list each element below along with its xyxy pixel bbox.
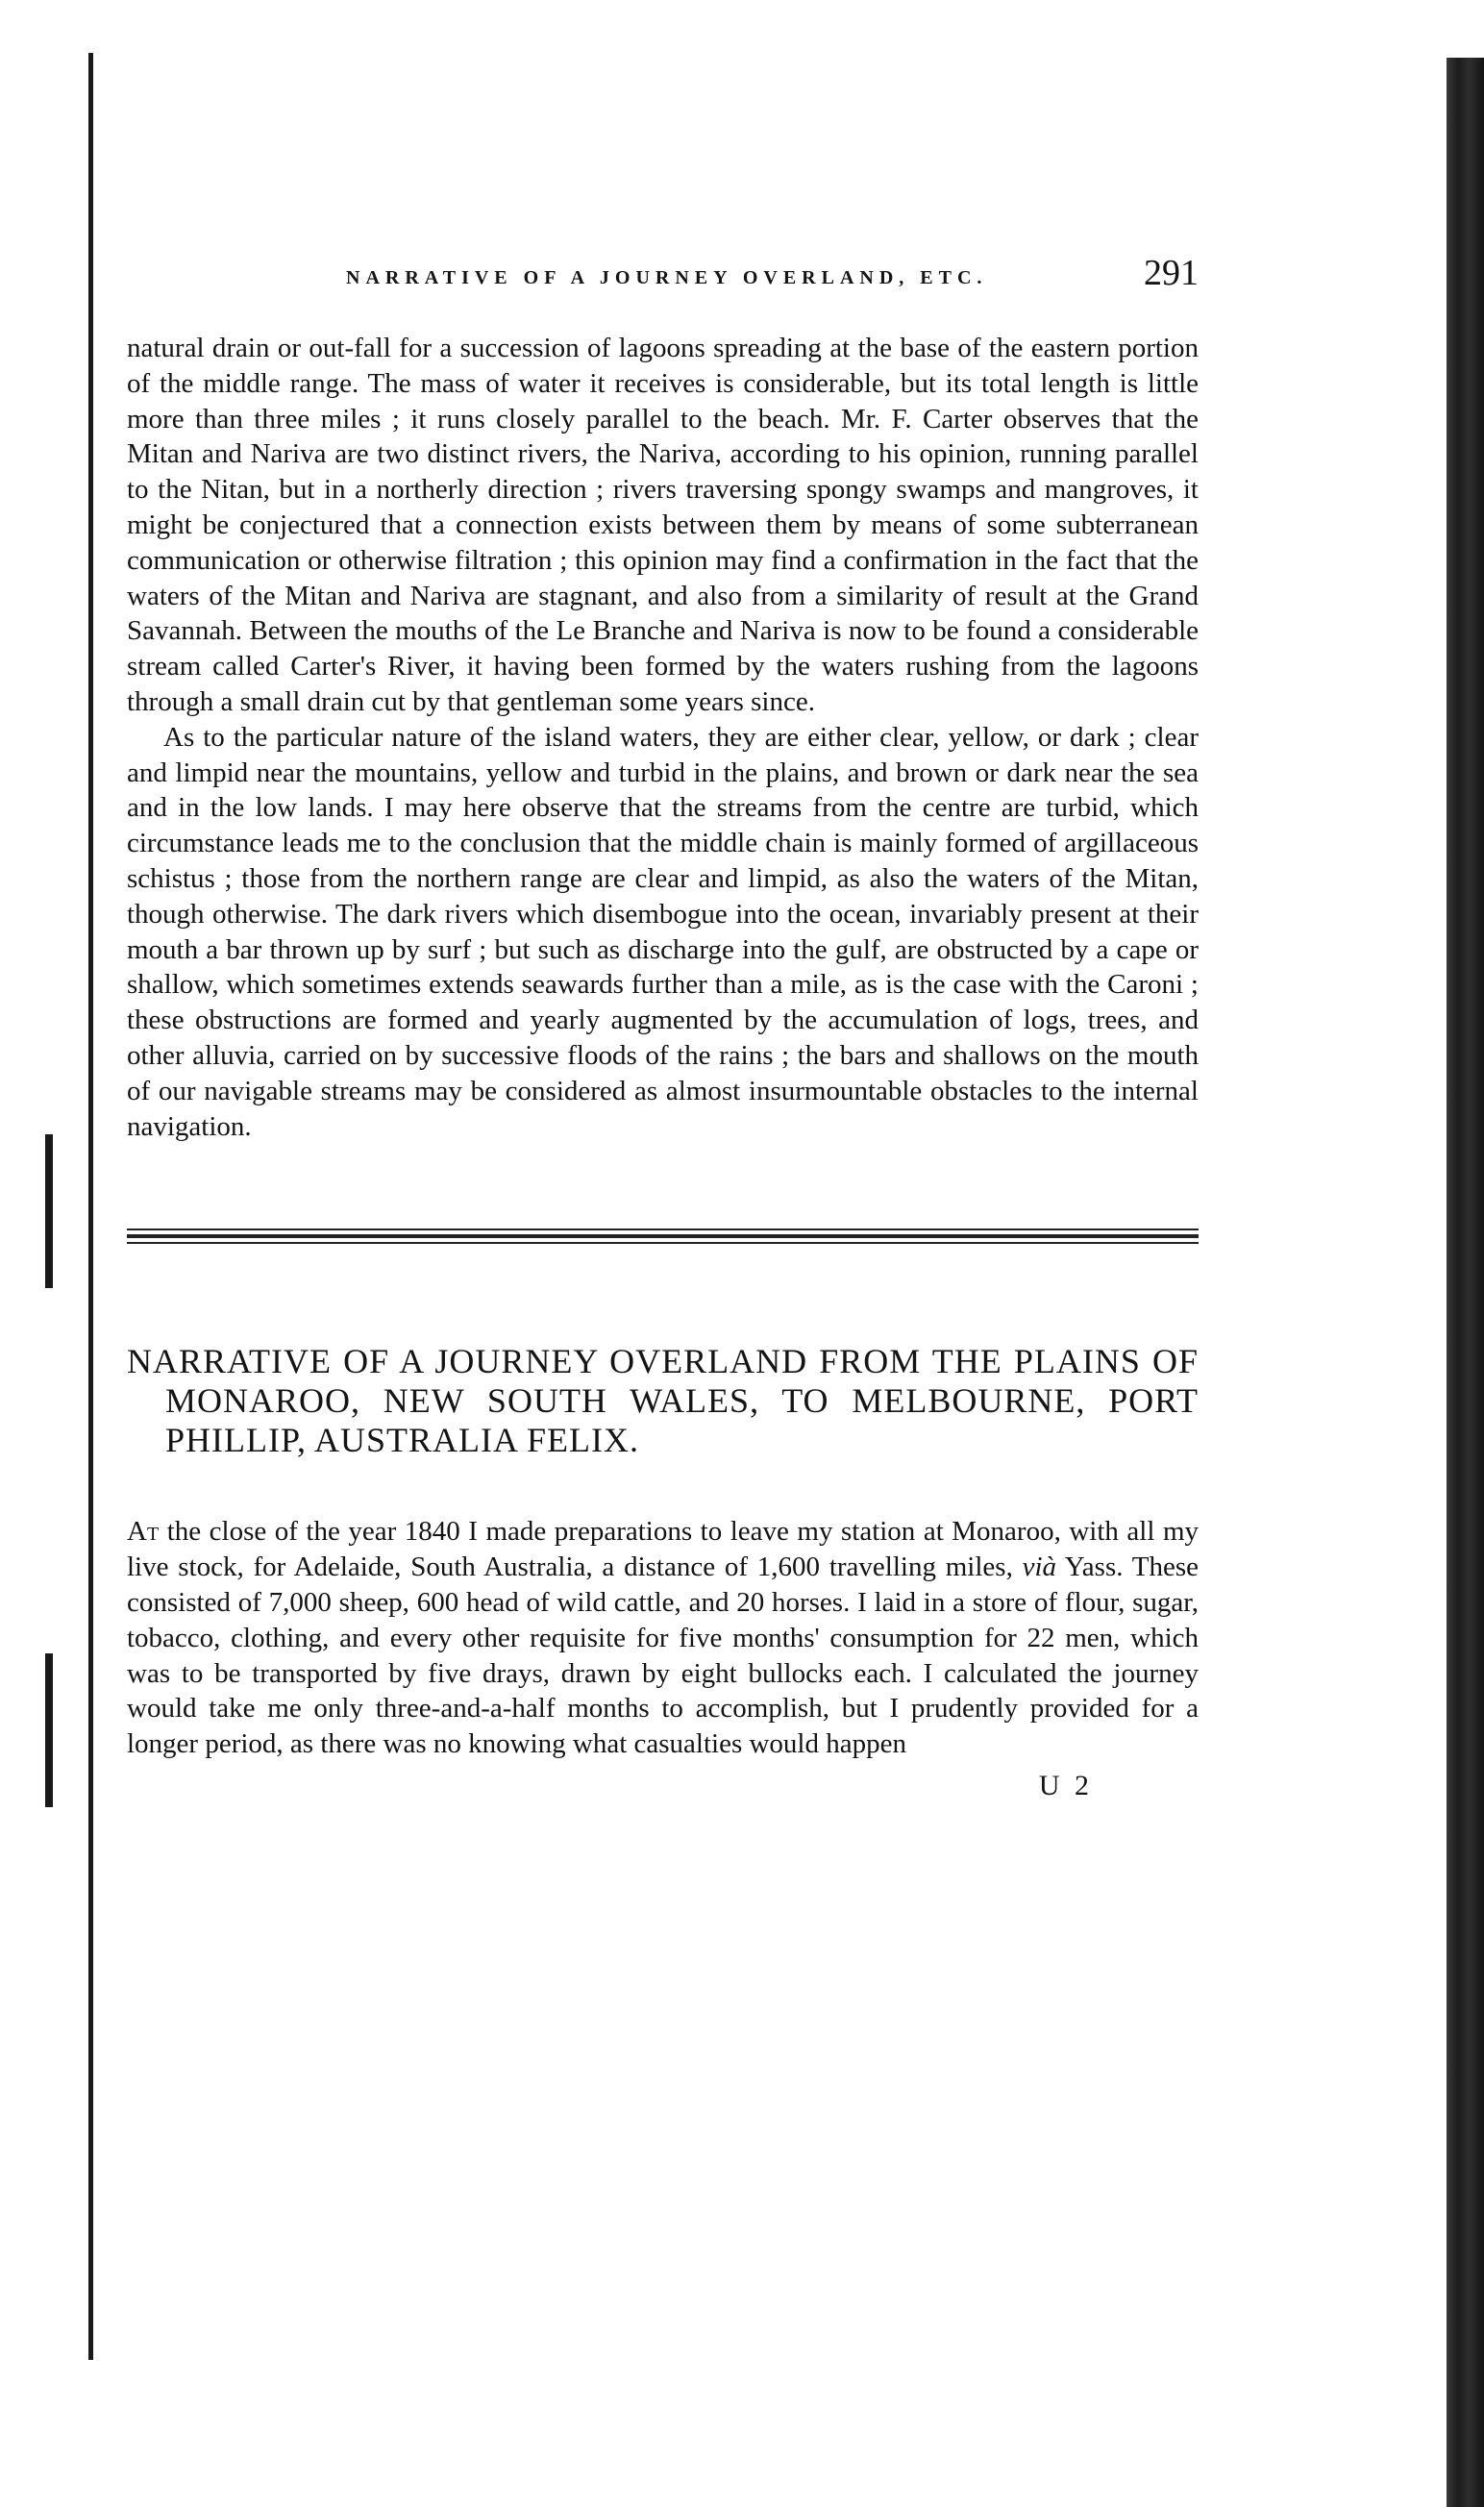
running-head (127, 252, 1199, 310)
article-text-part: Yass. These consisted of 7,000 sheep, 600 head of wild cattle, and 20 horses. I laid in a store of flour, sugar, tobacco, clothing, and every other requisite for five months' consumption for 22 men, which was to be transported by five drays, drawn by eight bullocks each. I calculated the journey would take me only three-and-a-half months to accomplish, but I prudently provided for a longer period, as there was no knowing what casualties would happen (127, 1551, 1199, 1760)
via-italic: vià (1022, 1551, 1057, 1583)
article-text-part: the close of the year 1840 I made preparations to leave my station at Monaroo, with all my live stock, for Adelaide, South Australia, a distance of 1,600 travelling miles, (127, 1516, 1199, 1583)
scan-page-edge (1447, 58, 1484, 2507)
running-title: NARRATIVE OF A JOURNEY OVERLAND, ETC. (346, 267, 988, 288)
paragraph-continuation: natural drain or out-fall for a succession of lagoons spreading at the base of the eastern portion of the middle range. The mass of water it receives is considerable, but its total length is little more than three miles ; it runs closely parallel to the beach. Mr. F. Carter observes that the Mitan and Nariva are two distinct rivers, the Nariva, according to his opinion, running parallel to the Nitan, but in a northerly direction ; rivers traversing spongy swamps and mangroves, it might be conjectured that a connection exists between them by means of some subterranean communication or otherwise filtration ; this opinion may find a confirmation in the fact that the waters of the Mitan and Nariva are stagnant, and also from a similarity of result at the Grand Savannah. Between the mouths of the Le Branche and Nariva is now to be found a considerable stream called Carter's River, it having been formed by the waters rushing from the lagoons through a small drain cut by that gentleman some years since. (127, 333, 1199, 717)
section-divider (127, 1229, 1199, 1244)
page-number: 291 (1144, 253, 1199, 293)
article-opening-paragraph (127, 1514, 1199, 1762)
scan-margin-mark (45, 1134, 53, 1288)
binding-rule (88, 53, 93, 2360)
page (127, 252, 1199, 1802)
article-title: NARRATIVE OF A JOURNEY OVERLAND FROM THE PLAINS OF MONAROO, NEW SOUTH WALES, TO MELBOURNE, PORT PHILLIP, AUSTRALIA FELIX. (127, 1342, 1199, 1460)
opening-word: At (127, 1516, 160, 1548)
signature-mark: U 2 (1038, 1769, 1093, 1801)
scan-margin-mark (45, 1653, 53, 1807)
paragraph-island-waters: As to the particular nature of the island waters, they are either clear, yellow, or dark ; clear and limpid near the mountains, yellow and turbid in the plains, and brown or dark near the sea and in the low lands. I may here observe that the streams from the centre are turbid, which circumstance leads me to the conclusion that the middle chain is mainly formed of argillaceous schistus ; those from the northern range are clear and limpid, as also the waters of the Mitan, though otherwise. The dark rivers which disembogue into the ocean, invariably present at their mouth a bar thrown up by surf ; but such as discharge into the gulf, are obstructed by a cape or shallow, which sometimes extends seawards further than a mile, as is the case with the Caroni ; these obstructions are formed and yearly augmented by the accumulation of logs, trees, and other alluvia, carried on by successive floods of the rains ; the bars and shallows on the mouth of our navigable streams may be considered as almost insurmountable obstacles to the internal navigation. (127, 721, 1199, 1142)
